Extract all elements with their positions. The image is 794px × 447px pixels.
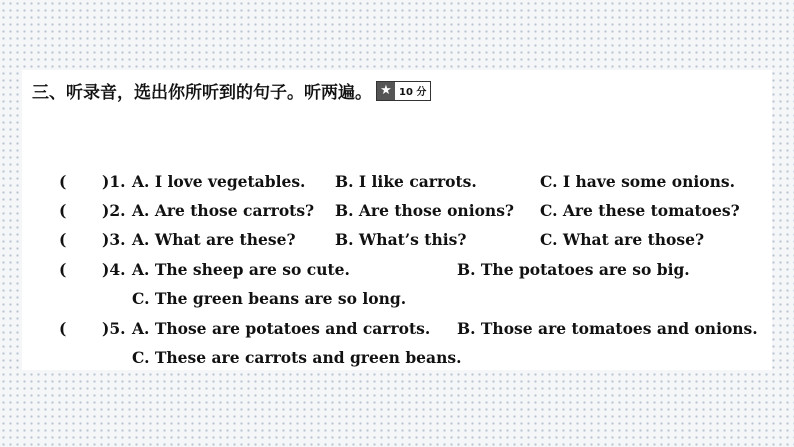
question-4	[22, 260, 772, 310]
option-b: B. I like carrots.	[335, 172, 477, 191]
answer-blank[interactable]: (	[59, 172, 67, 191]
option-a: A. Are those carrots?	[132, 201, 315, 220]
score-badge	[376, 81, 431, 101]
option-b: B. The potatoes are so big.	[457, 260, 690, 279]
option-b: B. Those are tomatoes and onions.	[457, 319, 758, 338]
option-a: A. The sheep are so cute.	[132, 260, 350, 279]
option-a: A. What are these?	[132, 230, 296, 249]
option-c: C. What are those?	[540, 230, 705, 249]
section-title: 三、听录音，选出你所听到的句子。听两遍。	[32, 83, 372, 103]
score-value: 10 分	[399, 87, 427, 98]
star-icon: ★	[377, 82, 395, 100]
question-number: )4.	[102, 260, 126, 279]
exercise-card	[22, 70, 772, 370]
question-number: )5.	[102, 319, 126, 338]
answer-blank[interactable]: (	[59, 201, 67, 220]
question-number: )2.	[102, 201, 126, 220]
option-a: A. I love vegetables.	[132, 172, 306, 191]
question-2	[22, 201, 772, 221]
answer-blank[interactable]: (	[59, 230, 67, 249]
option-b: B. What’s this?	[335, 230, 467, 249]
option-c: C. The green beans are so long.	[132, 289, 407, 308]
section-heading	[32, 78, 431, 103]
question-5	[22, 319, 772, 369]
option-c: C. I have some onions.	[540, 172, 736, 191]
question-1	[22, 172, 772, 192]
question-number: )1.	[102, 172, 126, 191]
question-3	[22, 230, 772, 250]
question-number: )3.	[102, 230, 126, 249]
option-c: C. These are carrots and green beans.	[132, 348, 462, 367]
answer-blank[interactable]: (	[59, 319, 67, 338]
option-c: C. Are these tomatoes?	[540, 201, 740, 220]
option-a: A. Those are potatoes and carrots.	[132, 319, 431, 338]
option-b: B. Are those onions?	[335, 201, 515, 220]
answer-blank[interactable]: (	[59, 260, 67, 279]
